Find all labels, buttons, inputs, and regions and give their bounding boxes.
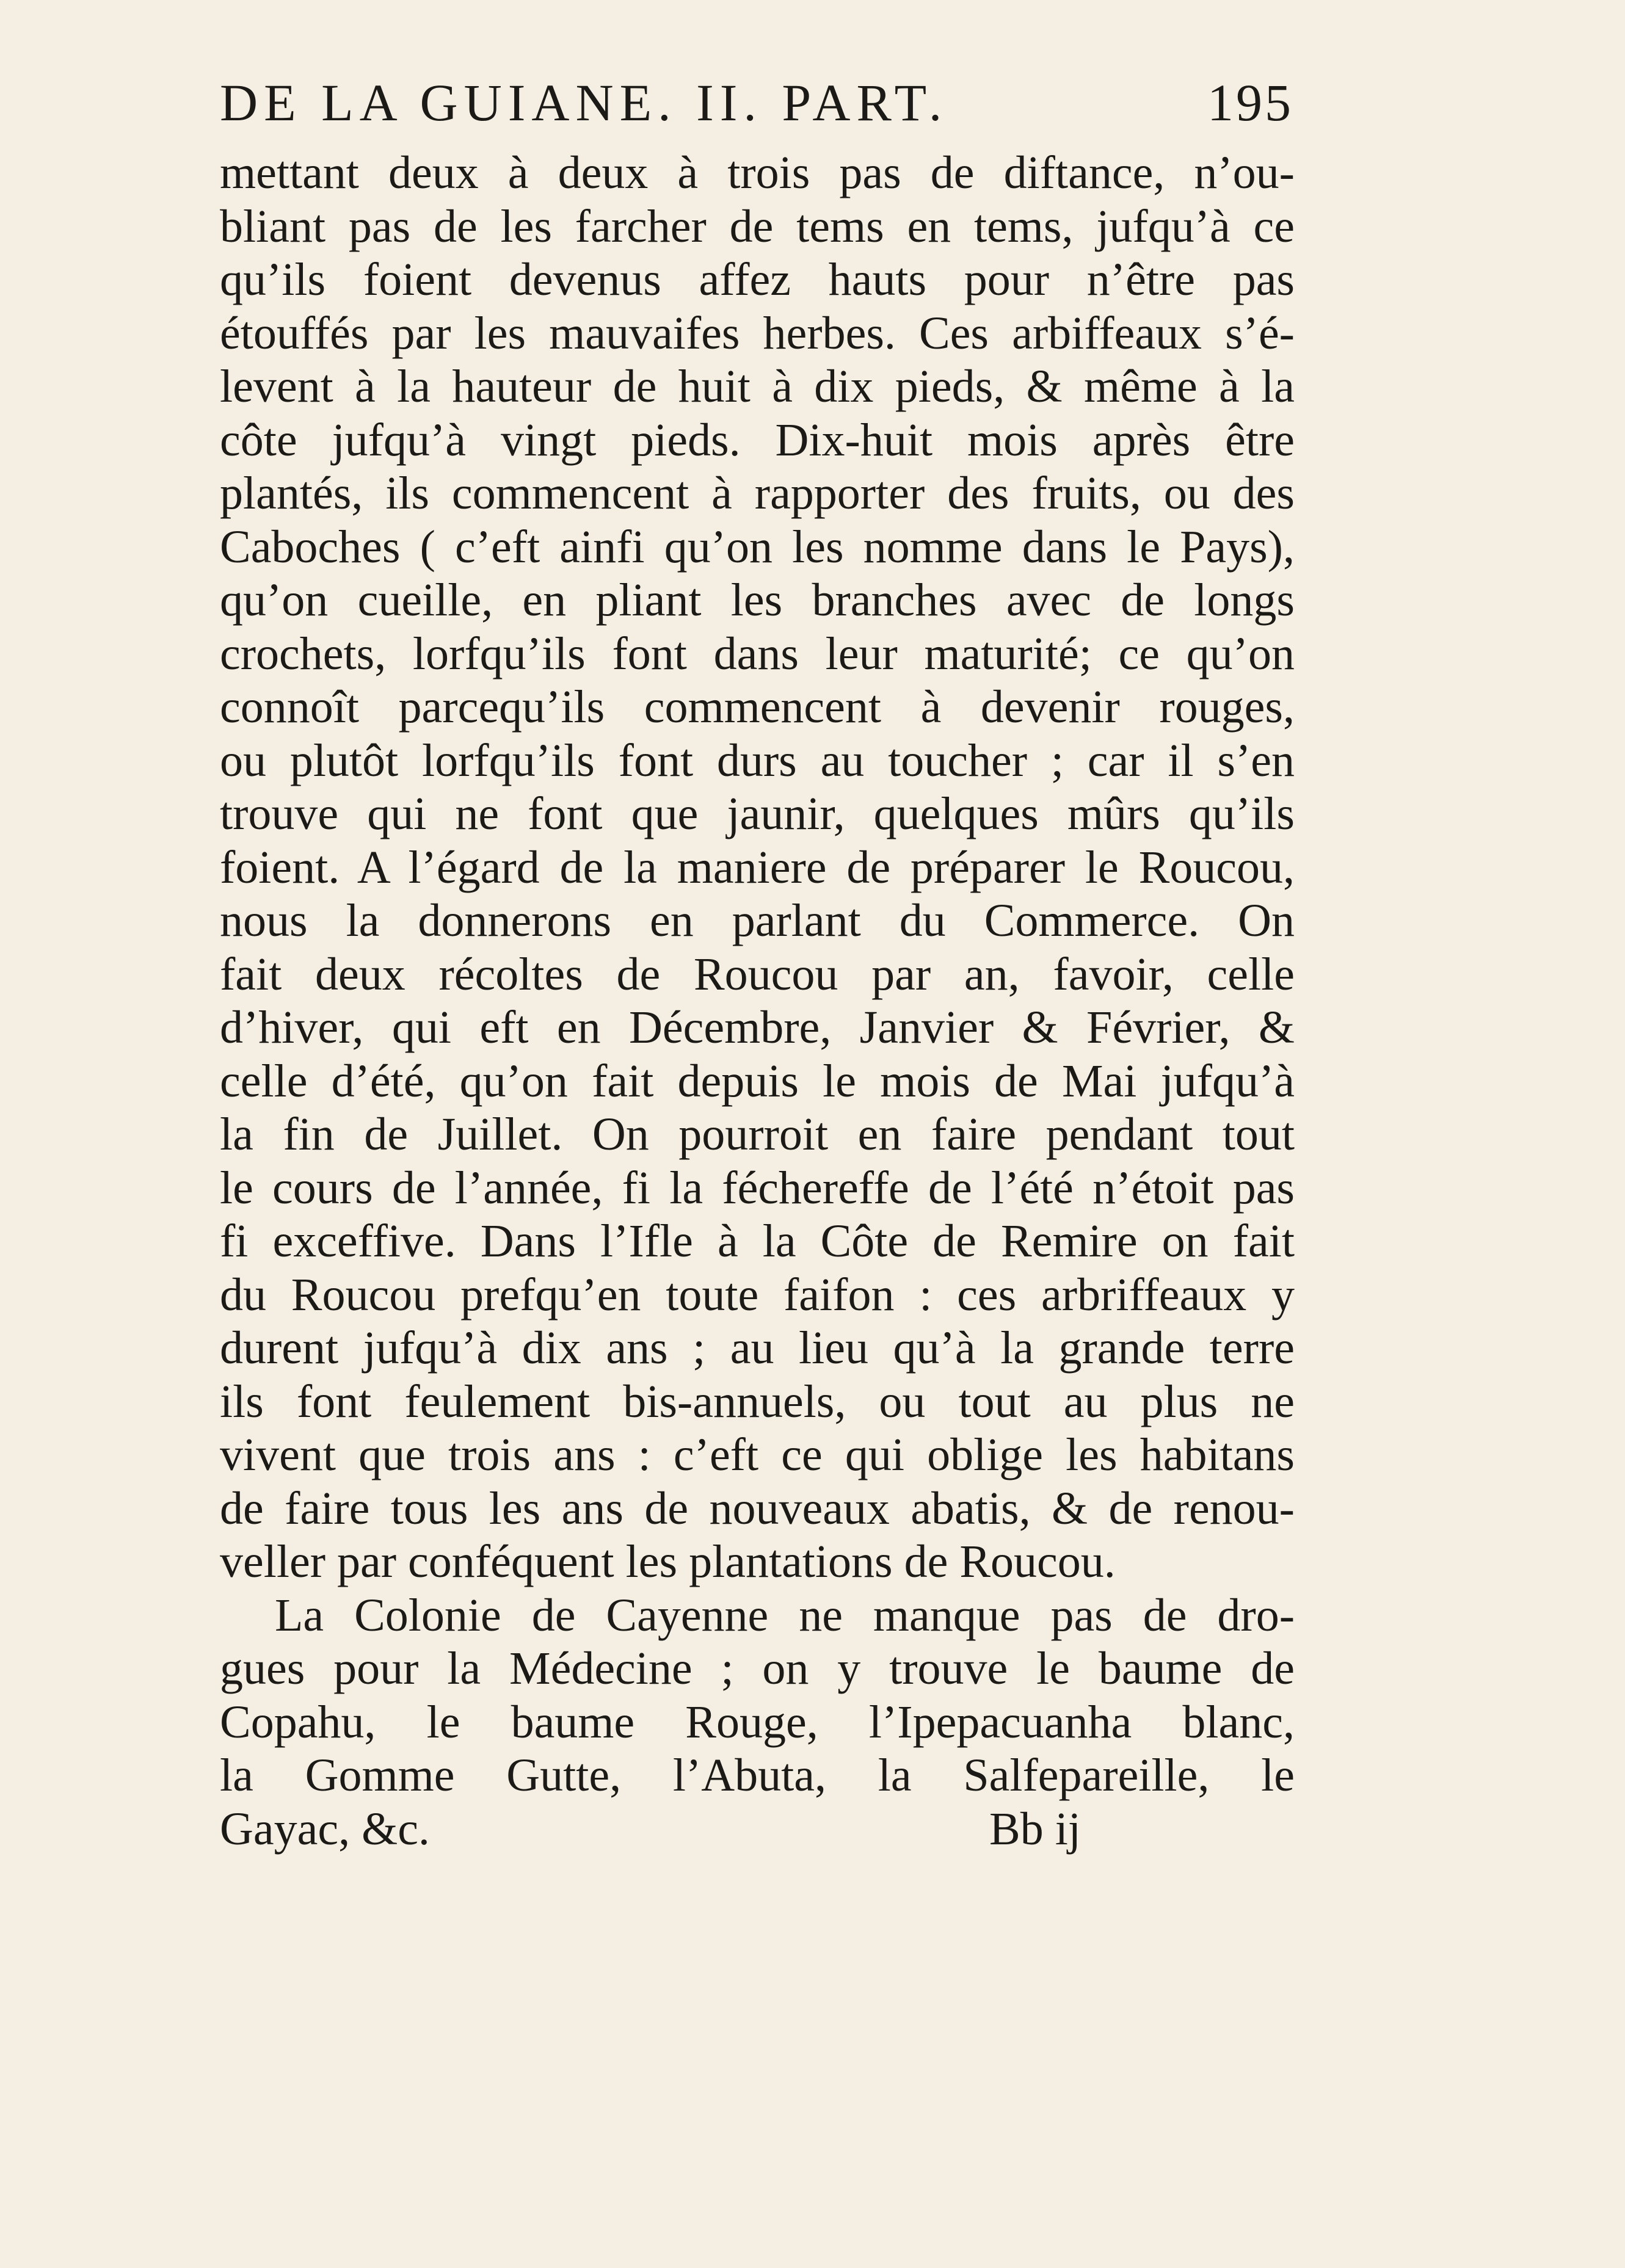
text-line: Caboches ( c’eft ainfi qu’on les nomme dans le Pays),	[220, 521, 1295, 573]
text-line: durent jufqu’à dix ans ; au lieu qu’à la grande terre	[220, 1322, 1295, 1374]
text-line: d’hiver, qui eft en Décembre, Janvier & Février, &	[220, 1002, 1295, 1053]
text-line: trouve qui ne font que jaunir, quelques mûrs qu’ils	[220, 788, 1295, 839]
text-line: ou plutôt lorfqu’ils font durs au toucher ; car il s’en	[220, 734, 1295, 786]
text-line: fi exceffive. Dans l’Ifle à la Côte de Remire on fait	[220, 1216, 1295, 1267]
text-line: de faire tous les ans de nouveaux abatis, & de renou-	[220, 1482, 1295, 1534]
text-line: gues pour la Médecine ; on y trouve le baume de	[220, 1643, 1295, 1694]
text-line: vivent que trois ans : c’eft ce qui oblige les habitans	[220, 1429, 1295, 1480]
text-line: Copahu, le baume Rouge, l’Ipepacuanha blanc,	[220, 1696, 1295, 1748]
text-line: Gayac, &c.	[220, 1803, 430, 1855]
text-line: le cours de l’année, fi la féchereffe de l’été n’étoit pas	[220, 1162, 1295, 1214]
text-line: mettant deux à deux à trois pas de diftance, n’ou-	[220, 147, 1295, 198]
text-block	[220, 147, 1295, 1856]
text-line: bliant pas de les farcher de tems en tems, jufqu’à ce	[220, 200, 1295, 252]
text-line: levent à la hauteur de huit à dix pieds, & même à la	[220, 361, 1295, 412]
running-head	[220, 72, 1293, 139]
last-line	[220, 1803, 1295, 1857]
running-title: DE LA GUIANE. II. PART.	[220, 73, 948, 132]
text-line: veller par conféquent les plantations de Roucou.	[220, 1536, 1116, 1587]
text-line: crochets, lorfqu’ils font dans leur maturité; ce qu’on	[220, 628, 1295, 679]
text-line: ils font feulement bis-annuels, ou tout au plus ne	[220, 1375, 1295, 1427]
text-line: étouffés par les mauvaifes herbes. Ces arbiffeaux s’é-	[220, 307, 1295, 359]
signature-mark: Bb ij	[989, 1803, 1081, 1855]
text-line: côte jufqu’à vingt pieds. Dix-huit mois après être	[220, 414, 1295, 466]
text-line: nous la donnerons en parlant du Commerce. On	[220, 895, 1295, 946]
text-line: connoît parcequ’ils commencent à devenir rouges,	[220, 681, 1295, 733]
text-line: qu’ils foient devenus affez hauts pour n’être pas	[220, 254, 1295, 305]
text-line: plantés, ils commencent à rapporter des fruits, ou des	[220, 468, 1295, 519]
page-number: 195	[1207, 73, 1293, 132]
text-line: celle d’été, qu’on fait depuis le mois de Mai jufqu’à	[220, 1055, 1295, 1107]
text-line: la fin de Juillet. On pourroit en faire pendant tout	[220, 1109, 1295, 1160]
text-line: La Colonie de Cayenne ne manque pas de dro-	[275, 1589, 1295, 1641]
text-line: la Gomme Gutte, l’Abuta, la Salfepareille, le	[220, 1750, 1295, 1801]
text-line: foient. A l’égard de la maniere de préparer le Roucou,	[220, 841, 1295, 893]
text-line: du Roucou prefqu’en toute faifon : ces arbriffeaux y	[220, 1269, 1295, 1321]
text-line: qu’on cueille, en pliant les branches avec de longs	[220, 574, 1295, 626]
text-line: fait deux récoltes de Roucou par an, favoir, celle	[220, 948, 1295, 1000]
